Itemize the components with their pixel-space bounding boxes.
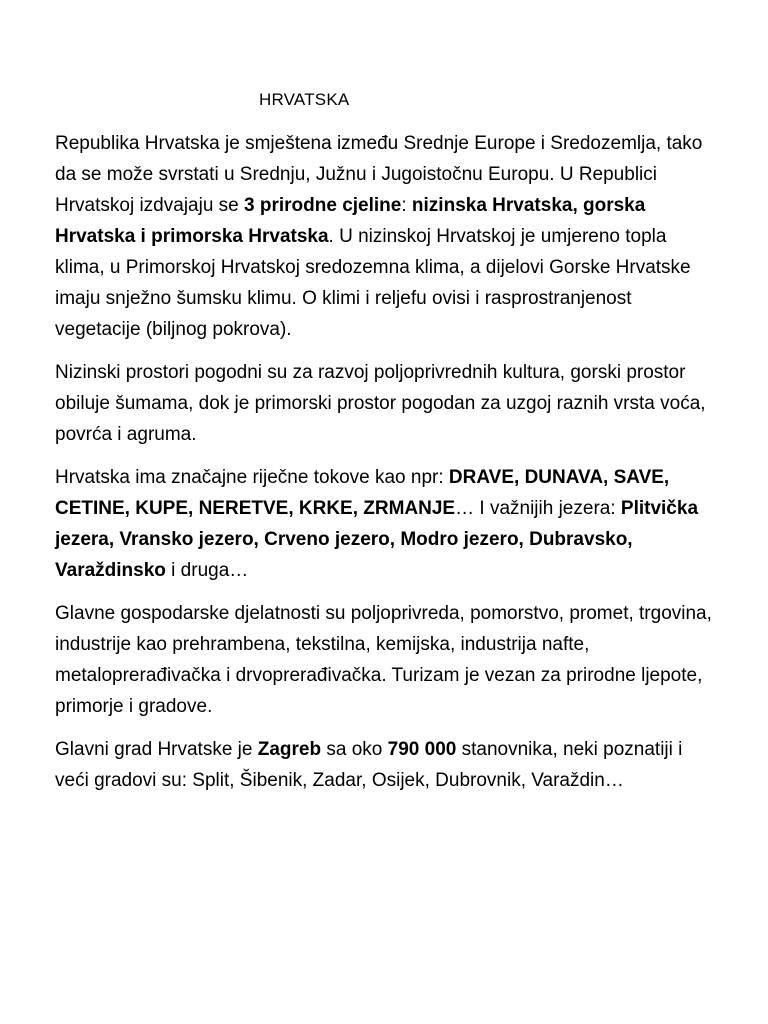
text-run: stanovnika, neki poznatiji i veći gradovi su: Split, Šibenik, Zadar, Osijek, Dubrovnik, Varaždin…: [55, 739, 688, 791]
text-run: Republika Hrvatska je smještena između Srednje Europe i Sredozemlja, tako da se može svrstati u Srednju, Južnu i Jugoistočnu Europu. U Republici Hrvatskoj izdvajaju se: [55, 133, 708, 216]
text-run: :: [401, 195, 412, 216]
paragraph-rivers-lakes: [55, 462, 720, 586]
text-run: Hrvatska ima značajne riječne tokove kao npr:: [55, 467, 449, 488]
bold-text-run: nizinska Hrvatska, gorska Hrvatska i primorska Hrvatska: [55, 195, 651, 247]
text-run: … I važnijih jezera:: [455, 498, 621, 519]
text-run: i druga…: [165, 560, 249, 581]
text-run: . U nizinskoj Hrvatskoj je umjereno topla klima, u Primorskoj Hrvatskoj sredozemna klima, a dijelovi Gorske Hrvatske imaju snježno šumsku klimu. O klimi i reljefu ovisi i rasprostranjenost vegetacije (biljnog pokrova).: [55, 226, 696, 340]
text-run: Glavne gospodarske djelatnosti su poljoprivreda, pomorstvo, promet, trgovina, industrije kao prehrambena, tekstilna, kemijska, industrija nafte, metaloprerađivačka i drvoprerađivačka. Turizam je vezan za prirodne ljepote, primorje i gradove.: [55, 603, 718, 717]
bold-text-run: DRAVE, DUNAVA, SAVE, CETINE, KUPE, NERETVE, KRKE, ZRMANJE: [55, 467, 675, 519]
document-title: HRVATSKA: [259, 90, 350, 109]
text-run: sa oko: [321, 739, 388, 760]
paragraph-capital-cities: [55, 734, 720, 796]
bold-text-run: 790 000: [387, 739, 457, 760]
bold-text-run: Zagreb: [257, 739, 322, 760]
bold-text-run: Plitvička jezera, Vransko jezero, Crveno jezero, Modro jezero, Dubravsko, Varaždinsko: [55, 498, 704, 581]
paragraph-agriculture: [55, 357, 720, 450]
paragraph-intro: [55, 128, 720, 345]
text-run: Nizinski prostori pogodni su za razvoj poljoprivrednih kultura, gorski prostor obiluje šumama, dok je primorski prostor pogodan za uzgoj raznih vrsta voća, povrća i agruma.: [55, 362, 711, 445]
bold-text-run: 3 prirodne cjeline: [244, 195, 402, 216]
paragraph-economy: [55, 598, 720, 722]
text-run: Glavni grad Hrvatske je: [55, 739, 258, 760]
document-body: [55, 128, 720, 808]
